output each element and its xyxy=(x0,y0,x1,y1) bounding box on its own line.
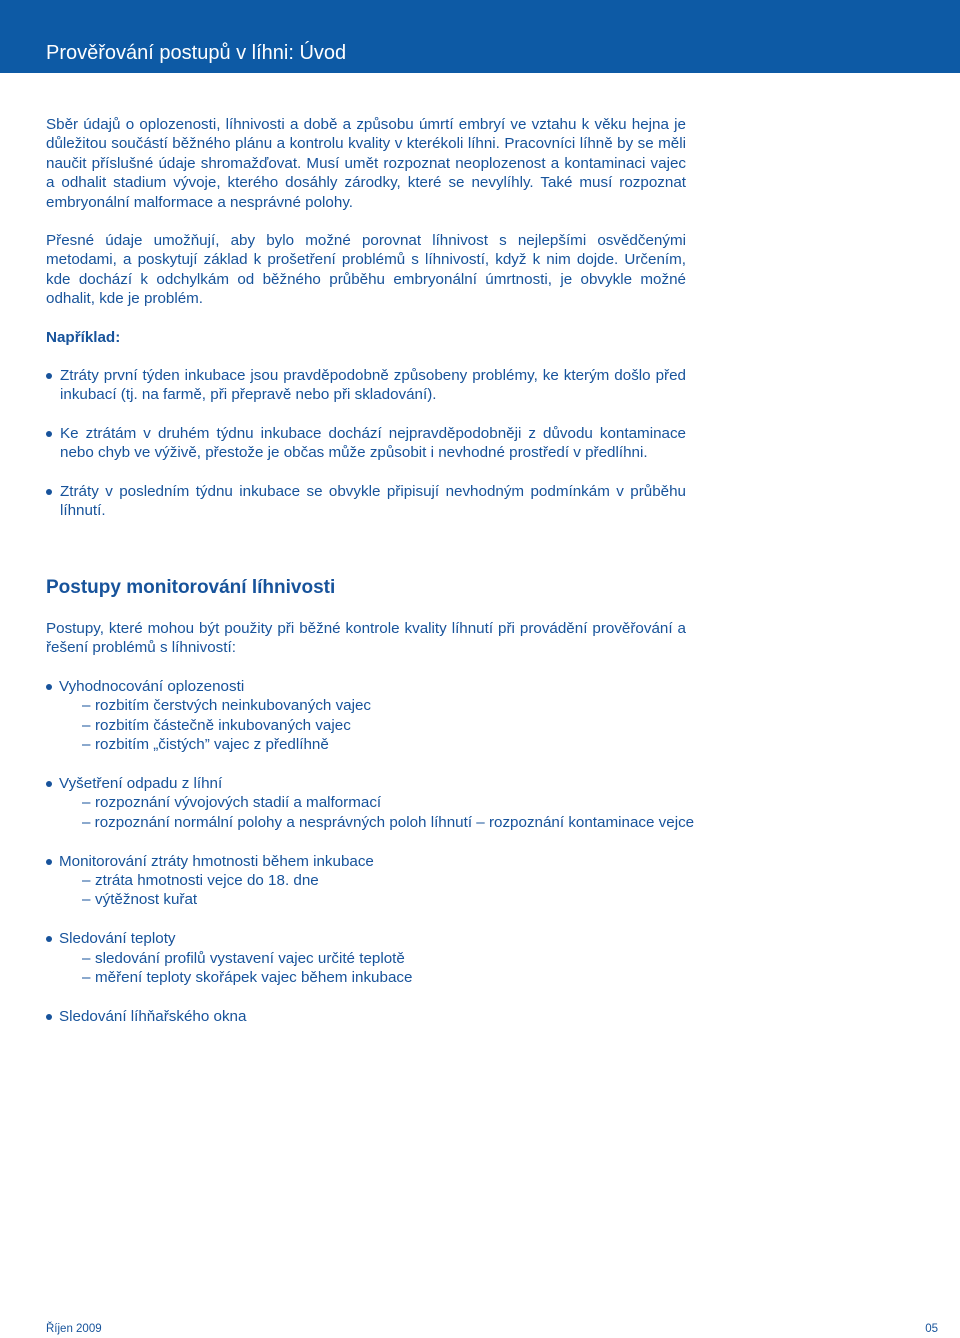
sub-item xyxy=(46,949,706,968)
bullet-icon xyxy=(46,684,52,690)
list-item-text: Ztráty první týden inkubace jsou pravděpodobně způsobeny problémy, ke kterým došlo před inkubací (tj. na farmě, při přepravě nebo při skladování). xyxy=(60,367,686,404)
list-item-text: Ke ztrátám v druhém týdnu inkubace dochází nejpravděpodobněji z důvodu kontaminace nebo chyb ve výživě, přestože je občas může způsobit i nevhodné prostředí v předlíhni. xyxy=(60,424,686,462)
dash-icon: – xyxy=(82,949,91,967)
dash-icon: – xyxy=(82,891,91,909)
sub-item xyxy=(46,696,706,715)
bullet-icon xyxy=(46,1014,52,1020)
sub-item xyxy=(46,871,706,890)
group-label: Sledování líhňařského okna xyxy=(59,1007,247,1025)
monitoring-group xyxy=(46,1007,706,1026)
group-heading xyxy=(46,774,706,793)
monitoring-list xyxy=(46,677,706,1046)
intro-paragraph-2: Přesné údaje umožňují, aby bylo možné porovnat líhnivost s nejlepšími osvědčenými metodami, a poskytují základ k prošetření problémů s líhnivostí, když k nim dojde. Určením, kde dochází k odchylkám od běžného průběhu embryonální úmrtnosti, je obvykle možné odhalit, kde je problém. xyxy=(46,232,686,308)
page-title-sub: Úvod xyxy=(299,42,347,64)
sub-item xyxy=(46,968,706,987)
sub-item-text: – xyxy=(82,813,95,831)
sub-item-text: rozbitím čerstvých neinkubovaných vajec xyxy=(95,697,372,715)
list-item xyxy=(46,482,686,521)
list-item-text: Ztráty v posledním týdnu inkubace se obvykle připisují nevhodným podmínkám v průběhu líhnutí. xyxy=(60,482,686,520)
sub-item-text: měření teploty skořápek vajec během inkubace xyxy=(95,969,413,987)
list-item xyxy=(46,424,686,463)
sub-item-text: rozpoznání vývojových stadií a malformací xyxy=(95,794,382,812)
sub-item xyxy=(46,793,706,812)
sub-item-text: rozbitím částečně inkubovaných vajec xyxy=(95,716,351,734)
example-label: Například: xyxy=(46,328,121,346)
list-item xyxy=(46,366,686,405)
bullet-icon xyxy=(46,431,52,437)
section-title: Postupy monitorování líhnivosti xyxy=(46,577,336,598)
dash-icon: – xyxy=(82,736,91,754)
group-label: Vyšetření odpadu z líhní xyxy=(59,775,223,793)
bullet-icon xyxy=(46,859,52,865)
monitoring-group xyxy=(46,677,706,755)
group-heading xyxy=(46,929,706,948)
group-heading xyxy=(46,852,706,871)
page-title-main: Prověřování postupů v líhni: xyxy=(46,42,294,64)
bullet-icon xyxy=(46,489,52,495)
dash-icon: – xyxy=(82,969,91,987)
group-label: Vyhodnocování oplozenosti xyxy=(59,678,245,695)
sub-item xyxy=(46,813,706,832)
page-title xyxy=(46,40,346,66)
section-intro: Postupy, které mohou být použity při běžné kontrole kvality líhnutí při provádění prověřování a řešení problémů s líhnivostí: xyxy=(46,620,686,657)
sub-item-text: rozbitím „čistých” vajec z předlíhně xyxy=(95,736,329,754)
intro-paragraph-1: Sběr údajů o oplozenosti, líhnivosti a době a způsobu úmrtí embryí ve vztahu k věku hejna je důležitou součástí běžného plánu a kontrolu kvality v kterékoli líhni. Pracovníci líhně by se měli naučit příslušné údaje shromažďovat. Musí umět rozpoznat neoplozenost a kontaminaci vajec a odhalit stadium vývoje, kterého dosáhly zárodky, které se nevylíhly. Také musí rozpoznat embryonální malformace a nesprávné polohy. xyxy=(46,116,686,211)
group-heading xyxy=(46,1007,706,1026)
sub-item xyxy=(46,716,706,735)
sub-item xyxy=(46,735,706,754)
sub-item-text: sledování profilů vystavení vajec určité teplotě xyxy=(95,949,405,967)
sub-item-text: rozpoznání normální polohy a nesprávných poloh líhnutí – rozpoznání kontaminace vejce xyxy=(94,813,695,831)
header-bar xyxy=(0,0,960,73)
sub-item-text: výtěžnost kuřat xyxy=(95,891,198,909)
sub-item-text: ztráta hmotnosti vejce do 18. dne xyxy=(95,872,319,890)
page-number: 05 xyxy=(925,1323,938,1335)
bullet-icon xyxy=(46,781,52,787)
example-list xyxy=(46,366,686,520)
intro-section xyxy=(46,115,686,540)
sub-item xyxy=(46,890,706,909)
dash-icon: – xyxy=(82,697,91,715)
monitoring-group xyxy=(46,852,706,910)
monitoring-group xyxy=(46,774,706,832)
bullet-icon xyxy=(46,373,52,379)
dash-icon: – xyxy=(82,872,91,890)
bullet-icon xyxy=(46,936,52,942)
footer-date: Říjen 2009 xyxy=(46,1323,102,1335)
dash-icon: – xyxy=(82,794,91,812)
dash-icon: – xyxy=(82,716,91,734)
group-label: Sledování teploty xyxy=(59,930,176,948)
group-heading xyxy=(46,677,706,696)
group-label: Monitorování ztráty hmotnosti během inkubace xyxy=(59,852,374,870)
monitoring-group xyxy=(46,929,706,987)
